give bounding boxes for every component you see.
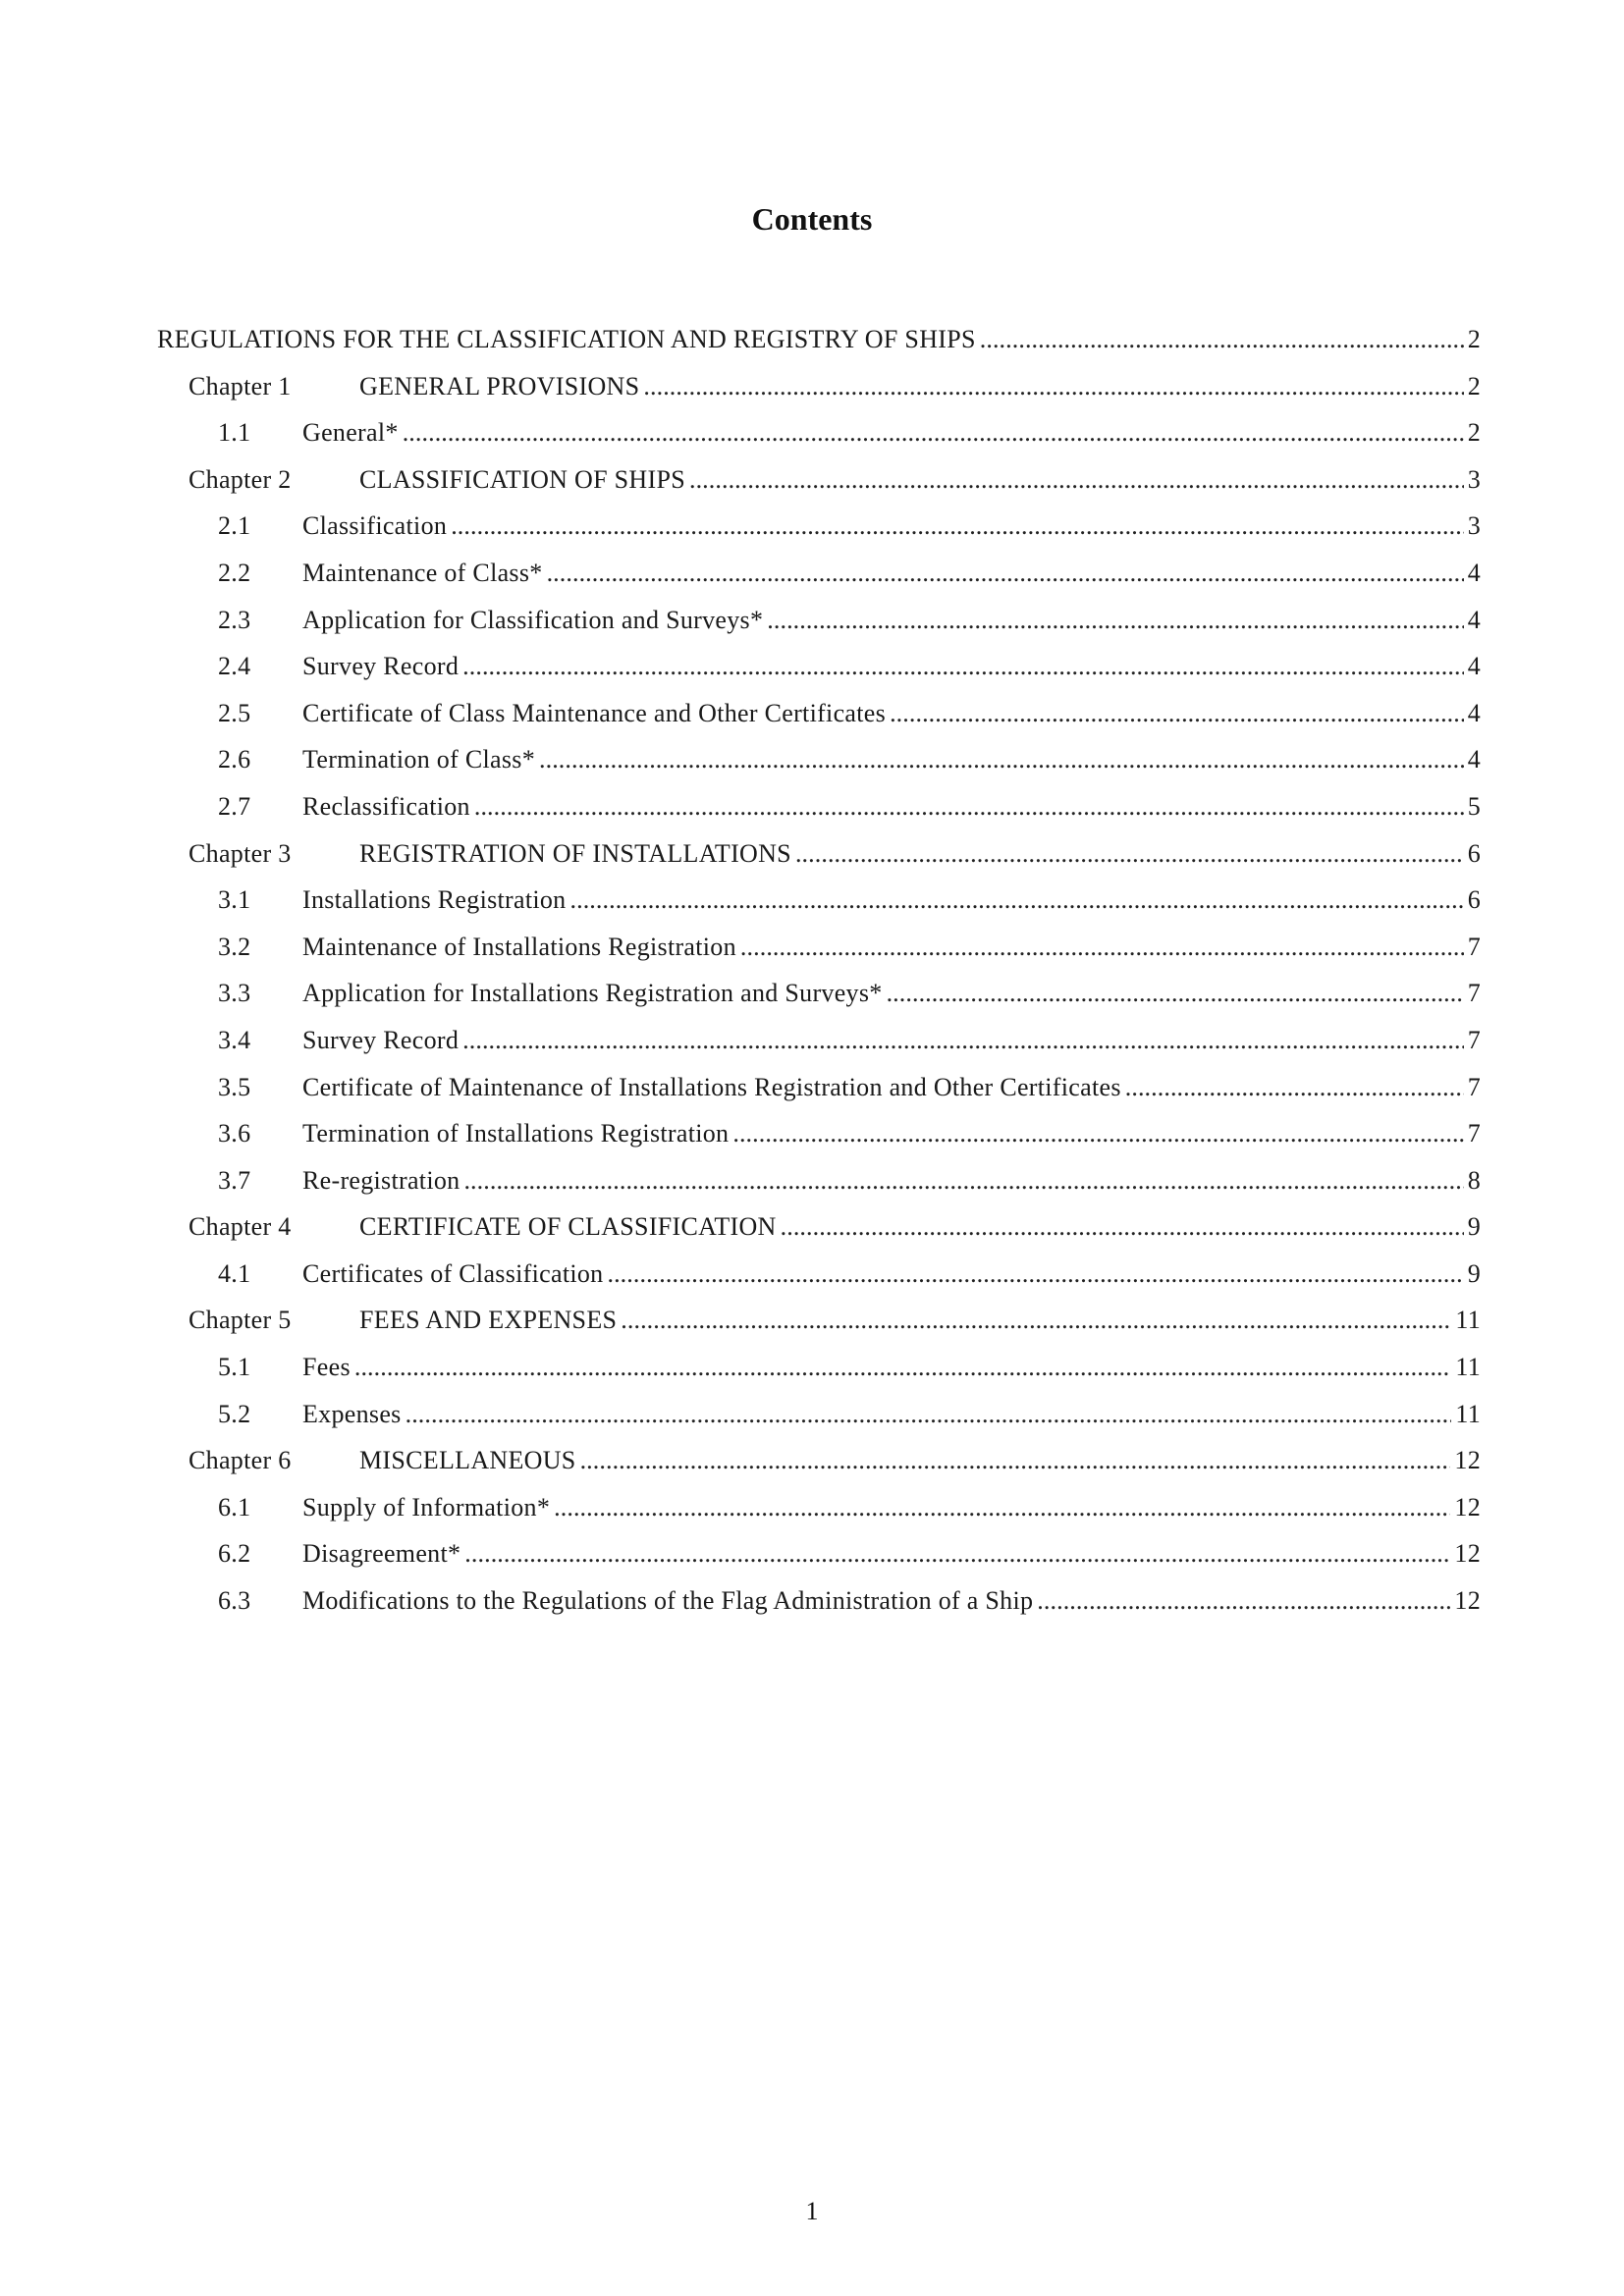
toc-entry-number: Chapter 4 bbox=[189, 1212, 292, 1242]
toc-entry-section[interactable] bbox=[157, 1110, 1481, 1157]
dot-leader bbox=[451, 503, 1464, 550]
toc-entry-number: 3.4 bbox=[218, 1025, 251, 1054]
toc-entry-page: 12 bbox=[1454, 1446, 1481, 1475]
toc-entry-page: 2 bbox=[1467, 371, 1481, 400]
toc-entry-number: Chapter 2 bbox=[189, 464, 292, 494]
toc-entry-number: Chapter 1 bbox=[189, 371, 292, 400]
toc-entry-page: 2 bbox=[1467, 325, 1481, 353]
toc-entry-title: Certificate of Maintenance of Installations Registration and Other Certificates bbox=[302, 1072, 1121, 1101]
toc-entry-page: 7 bbox=[1467, 1025, 1481, 1054]
toc-entry-page: 4 bbox=[1467, 605, 1481, 634]
toc-entry-section[interactable] bbox=[157, 736, 1481, 783]
toc-entry-number: 3.5 bbox=[218, 1072, 251, 1101]
toc-entry-page: 2 bbox=[1467, 418, 1481, 448]
dot-leader bbox=[1125, 1064, 1464, 1111]
toc-entry-page: 4 bbox=[1467, 558, 1481, 587]
toc-entry-title: Classification bbox=[302, 511, 448, 541]
toc-entry-section[interactable] bbox=[157, 550, 1481, 597]
toc-entry-number: 3.1 bbox=[218, 885, 251, 915]
toc-entry-section[interactable] bbox=[157, 924, 1481, 971]
toc-entry-title: Maintenance of Class* bbox=[302, 558, 543, 587]
toc-entry-section[interactable] bbox=[157, 409, 1481, 456]
toc-entry-page: 11 bbox=[1455, 1399, 1481, 1428]
dot-leader bbox=[570, 877, 1464, 924]
toc-entry-number: 2.1 bbox=[218, 511, 251, 541]
toc-entry-chapter[interactable] bbox=[157, 1437, 1481, 1484]
toc-entry-page: 4 bbox=[1467, 652, 1481, 681]
dot-leader bbox=[580, 1437, 1451, 1484]
toc-entry-section[interactable] bbox=[157, 597, 1481, 644]
toc-entry-number: 1.1 bbox=[218, 418, 251, 448]
toc-entry-title: Survey Record bbox=[302, 652, 460, 681]
page-number: 1 bbox=[805, 2197, 819, 2225]
toc-entry-title: Supply of Information* bbox=[302, 1492, 551, 1522]
toc-entry-section[interactable] bbox=[157, 1251, 1481, 1298]
toc-entry-title: Application for Classification and Surveys* bbox=[302, 605, 764, 634]
dot-leader bbox=[406, 1391, 1452, 1438]
toc-entry-title: Modifications to the Regulations of the Flag Administration of a Ship bbox=[302, 1586, 1034, 1616]
toc-entry-chapter[interactable] bbox=[157, 456, 1481, 504]
toc-entry-title: Reclassification bbox=[302, 791, 470, 821]
toc-entry-page: 8 bbox=[1467, 1165, 1481, 1195]
toc-entry-number: 6.2 bbox=[218, 1539, 251, 1569]
toc-entry-page: 7 bbox=[1467, 932, 1481, 961]
toc-entry-number: 3.3 bbox=[218, 979, 251, 1008]
toc-entry-number: 3.2 bbox=[218, 932, 251, 961]
dot-leader bbox=[462, 1017, 1464, 1064]
toc-entry-number: 3.7 bbox=[218, 1165, 251, 1195]
toc-entry-title: Application for Installations Registration and Surveys* bbox=[302, 979, 883, 1008]
dot-leader bbox=[767, 597, 1463, 644]
table-of-contents bbox=[157, 316, 1481, 1625]
toc-entry-title: Disagreement* bbox=[302, 1539, 461, 1569]
toc-entry-title: REGULATIONS FOR THE CLASSIFICATION AND REGISTRY OF SHIPS bbox=[157, 325, 976, 353]
toc-entry-title: Survey Record bbox=[302, 1025, 460, 1054]
dot-leader bbox=[1037, 1577, 1450, 1625]
dot-leader bbox=[689, 456, 1464, 504]
toc-entry-page: 7 bbox=[1467, 979, 1481, 1008]
toc-entry-title: CLASSIFICATION OF SHIPS bbox=[359, 464, 685, 494]
dot-leader bbox=[403, 409, 1464, 456]
toc-entry-section[interactable] bbox=[157, 1484, 1481, 1531]
toc-entry-number: 2.5 bbox=[218, 698, 251, 727]
toc-entry-section[interactable] bbox=[157, 1577, 1481, 1625]
toc-entry-number: 2.3 bbox=[218, 605, 251, 634]
toc-entry-section[interactable] bbox=[157, 690, 1481, 737]
dot-leader bbox=[890, 690, 1464, 737]
toc-entry-title: GENERAL PROVISIONS bbox=[359, 371, 640, 400]
dot-leader bbox=[474, 783, 1464, 830]
toc-entry-page: 3 bbox=[1467, 464, 1481, 494]
toc-entry-number: 2.4 bbox=[218, 652, 251, 681]
toc-entry-title: REGISTRATION OF INSTALLATIONS bbox=[359, 838, 791, 868]
dot-leader bbox=[980, 316, 1464, 363]
toc-entry-page: 4 bbox=[1467, 698, 1481, 727]
toc-entry-section[interactable] bbox=[157, 783, 1481, 830]
toc-entry-page: 6 bbox=[1467, 838, 1481, 868]
toc-entry-section[interactable] bbox=[157, 1344, 1481, 1391]
toc-entry-title: Fees bbox=[302, 1353, 351, 1382]
toc-entry-page: 9 bbox=[1467, 1212, 1481, 1242]
toc-entry-number: 4.1 bbox=[218, 1258, 251, 1288]
toc-entry-number: 5.1 bbox=[218, 1353, 251, 1382]
dot-leader bbox=[887, 970, 1464, 1017]
dot-leader bbox=[539, 736, 1464, 783]
toc-entry-page: 12 bbox=[1454, 1586, 1481, 1616]
toc-entry-page: 7 bbox=[1467, 1072, 1481, 1101]
toc-entry-title: General* bbox=[302, 418, 399, 448]
toc-entry-section[interactable] bbox=[157, 643, 1481, 690]
dot-leader bbox=[607, 1251, 1463, 1298]
toc-entry-number: 2.2 bbox=[218, 558, 251, 587]
dot-leader bbox=[354, 1344, 1452, 1391]
dot-leader bbox=[732, 1110, 1463, 1157]
toc-entry-page: 11 bbox=[1455, 1353, 1481, 1382]
toc-entry-number: 3.6 bbox=[218, 1119, 251, 1148]
dot-leader bbox=[643, 363, 1463, 410]
toc-entry-number: Chapter 5 bbox=[189, 1306, 292, 1335]
toc-entry-chapter[interactable] bbox=[157, 1203, 1481, 1251]
toc-entry-number: 6.1 bbox=[218, 1492, 251, 1522]
toc-entry-page: 6 bbox=[1467, 885, 1481, 915]
toc-entry-section[interactable] bbox=[157, 1017, 1481, 1064]
toc-entry-page: 11 bbox=[1455, 1306, 1481, 1335]
dot-leader bbox=[462, 643, 1464, 690]
dot-leader bbox=[781, 1203, 1464, 1251]
toc-entry-number: 2.7 bbox=[218, 791, 251, 821]
toc-entry-number: Chapter 6 bbox=[189, 1446, 292, 1475]
dot-leader bbox=[547, 550, 1464, 597]
toc-entry-title: FEES AND EXPENSES bbox=[359, 1306, 618, 1335]
toc-entry-title: Termination of Class* bbox=[302, 745, 535, 774]
toc-entry-title: Termination of Installations Registration bbox=[302, 1119, 730, 1148]
toc-entry-title: Maintenance of Installations Registration bbox=[302, 932, 736, 961]
toc-entry-page: 5 bbox=[1467, 791, 1481, 821]
toc-entry-page: 7 bbox=[1467, 1119, 1481, 1148]
toc-entry-section[interactable] bbox=[157, 1391, 1481, 1438]
toc-entry-chapter[interactable] bbox=[157, 1297, 1481, 1344]
toc-entry-title: Certificates of Classification bbox=[302, 1258, 604, 1288]
toc-entry-page: 9 bbox=[1467, 1258, 1481, 1288]
toc-entry-section[interactable] bbox=[157, 970, 1481, 1017]
toc-entry-title: Certificate of Class Maintenance and Other Certificates bbox=[302, 698, 887, 727]
toc-entry-title: Expenses bbox=[302, 1399, 402, 1428]
toc-entry-title: Re-registration bbox=[302, 1165, 460, 1195]
toc-entry-section[interactable] bbox=[157, 503, 1481, 550]
toc-entry-page: 12 bbox=[1454, 1492, 1481, 1522]
dot-leader bbox=[464, 1530, 1450, 1577]
toc-entry-number: Chapter 3 bbox=[189, 838, 292, 868]
toc-entry-number: 6.3 bbox=[218, 1586, 251, 1616]
toc-entry-chapter[interactable] bbox=[157, 363, 1481, 410]
toc-entry-number: 2.6 bbox=[218, 745, 251, 774]
dot-leader bbox=[463, 1157, 1463, 1204]
page-title: Contents bbox=[751, 201, 873, 237]
toc-entry-section[interactable] bbox=[157, 877, 1481, 924]
dot-leader bbox=[621, 1297, 1451, 1344]
dot-leader bbox=[795, 830, 1464, 878]
toc-entry-section[interactable] bbox=[157, 1157, 1481, 1204]
dot-leader bbox=[554, 1484, 1450, 1531]
toc-entry-title: CERTIFICATE OF CLASSIFICATION bbox=[359, 1212, 777, 1242]
toc-entry-title: Installations Registration bbox=[302, 885, 567, 915]
toc-entry-page: 12 bbox=[1454, 1539, 1481, 1569]
toc-entry-page: 3 bbox=[1467, 511, 1481, 541]
toc-entry-part[interactable] bbox=[157, 316, 1481, 363]
dot-leader bbox=[740, 924, 1464, 971]
toc-entry-title: MISCELLANEOUS bbox=[359, 1446, 576, 1475]
toc-entry-section[interactable] bbox=[157, 1064, 1481, 1111]
toc-entry-number: 5.2 bbox=[218, 1399, 251, 1428]
toc-entry-page: 4 bbox=[1467, 745, 1481, 774]
toc-entry-chapter[interactable] bbox=[157, 830, 1481, 878]
toc-entry-section[interactable] bbox=[157, 1530, 1481, 1577]
